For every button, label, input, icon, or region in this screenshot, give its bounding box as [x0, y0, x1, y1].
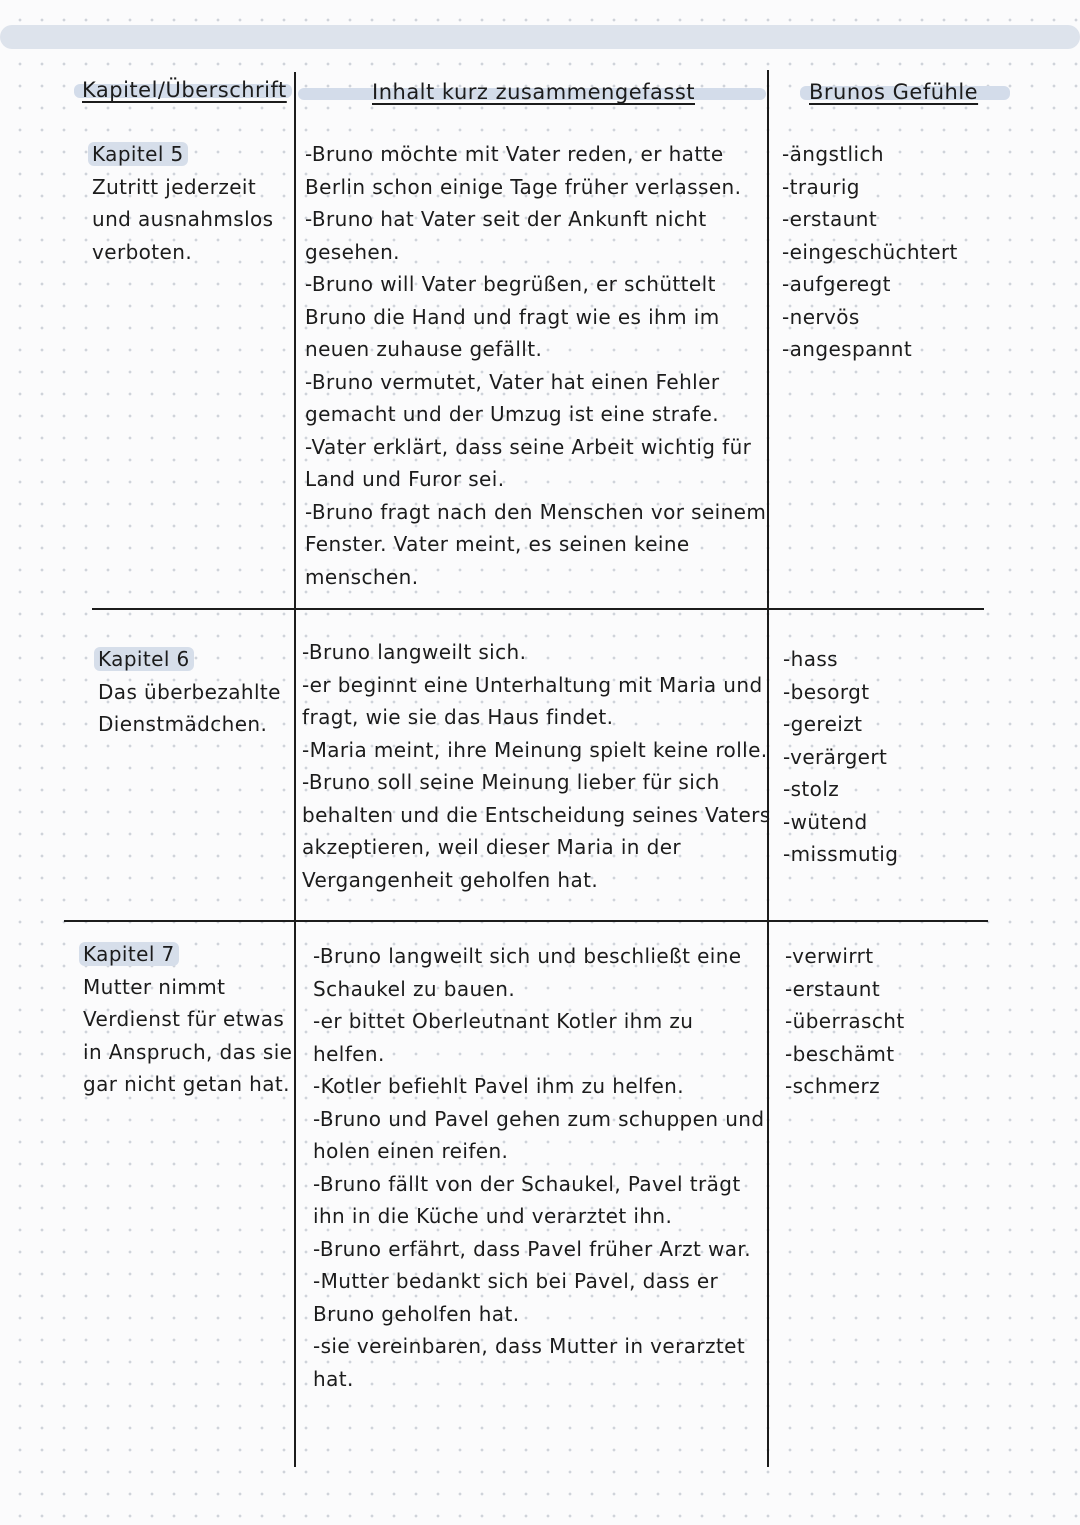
summary-line: gesehen. [305, 239, 400, 264]
feeling-item: -beschämt [785, 1041, 895, 1066]
row-3-summary [313, 940, 764, 1395]
feeling-item: -missmutig [783, 842, 899, 866]
chapter-subtitle-line: gar nicht getan hat. [83, 1072, 290, 1096]
summary-line: Berlin schon einige Tage früher verlassen. [305, 174, 742, 199]
summary-line: neuen zuhause gefällt. [305, 337, 543, 361]
summary-line: -Maria meint, ihre Meinung spielt keine rolle. [302, 737, 768, 762]
feeling-item: -ängstlich [782, 142, 884, 166]
summary-line: gemacht und der Umzug ist eine strafe. [305, 402, 719, 426]
feeling-item: -stolz [783, 777, 840, 801]
feeling-item: -erstaunt [785, 976, 881, 1001]
summary-line: -Bruno soll seine Meinung lieber für sich [302, 770, 720, 794]
summary-line: -Mutter bedankt sich bei Pavel, dass er [313, 1269, 719, 1293]
chapter-title: Kapitel 5 [92, 138, 273, 171]
row-1-chapter [92, 138, 273, 268]
header-col-feelings: Brunos Gefühle [809, 80, 979, 104]
feeling-item: -gereizt [783, 712, 863, 736]
feeling-item: -besorgt [783, 679, 870, 704]
row-3-feelings [785, 940, 905, 1103]
summary-line: behalten und die Entscheidung seines Vaters [302, 802, 771, 827]
summary-line: -Bruno und Pavel gehen zum schuppen und [313, 1106, 765, 1131]
chapter-subtitle-line: verboten. [92, 239, 193, 264]
feeling-item: -überrascht [785, 1009, 905, 1033]
summary-line: -Bruno langweilt sich und beschließt eine [313, 944, 742, 968]
summary-line: -Bruno hat Vater seit der Ankunft nicht [305, 207, 707, 231]
summary-line: -Bruno fällt von der Schaukel, Pavel trägt [313, 1171, 741, 1196]
chapter-subtitle-line: Mutter nimmt [83, 974, 226, 999]
feeling-item: -wütend [783, 809, 868, 834]
chapter-subtitle-line: in Anspruch, das sie [83, 1039, 293, 1064]
chapter-subtitle-line: Dienstmädchen. [98, 712, 268, 736]
summary-line: Fenster. Vater meint, es seinen keine [305, 532, 690, 556]
summary-line: Bruno geholfen hat. [313, 1301, 520, 1326]
feeling-item: -aufgeregt [782, 272, 891, 296]
chapter-subtitle-line: und ausnahmslos [92, 207, 274, 231]
summary-line: -Bruno vermutet, Vater hat einen Fehler [305, 369, 720, 394]
chapter-subtitle-line: Das überbezahlte [98, 679, 281, 704]
summary-line: menschen. [305, 564, 419, 589]
feeling-item: -hass [783, 647, 838, 671]
chapter-subtitle-line: Verdienst für etwas [83, 1007, 285, 1031]
summary-line: holen einen reifen. [313, 1139, 509, 1163]
summary-line: Land und Furor sei. [305, 467, 505, 491]
feeling-item: -verwirrt [785, 944, 874, 968]
summary-line: -Kotler befiehlt Pavel ihm zu helfen. [313, 1074, 684, 1098]
summary-line: akzeptieren, weil dieser Maria in der [302, 835, 682, 859]
row-3-chapter [83, 938, 292, 1101]
summary-line: -Bruno fragt nach den Menschen vor seinem [305, 499, 767, 524]
chapter-title: Kapitel 7 [83, 938, 292, 971]
header-col-chapter: Kapitel/Überschrift [82, 78, 287, 102]
summary-line: -er beginnt eine Unterhaltung mit Maria und [302, 672, 763, 697]
summary-line: -Vater erklärt, dass seine Arbeit wichtig für [305, 434, 752, 459]
row-1-feelings [782, 138, 958, 366]
row-divider-1 [92, 608, 984, 610]
summary-line: hat. [313, 1366, 354, 1391]
chapter-subtitle-line: Zutritt jederzeit [92, 174, 257, 199]
summary-line: -Bruno möchte mit Vater reden, er hatte [305, 142, 724, 166]
feeling-item: -erstaunt [782, 207, 878, 231]
column-divider-1 [294, 72, 296, 1467]
feeling-item: -schmerz [785, 1074, 881, 1098]
summary-line: -Bruno will Vater begrüßen, er schüttelt [305, 272, 716, 296]
row-2-summary [302, 636, 771, 896]
summary-line: ihn in die Küche und verarztet ihn. [313, 1204, 673, 1228]
summary-line: Schaukel zu bauen. [313, 976, 516, 1001]
feeling-item: -nervös [782, 304, 860, 329]
feeling-item: -angespannt [782, 337, 913, 361]
chapter-title: Kapitel 6 [98, 643, 281, 676]
row-2-feelings [783, 643, 898, 871]
summary-line: fragt, wie sie das Haus findet. [302, 705, 614, 729]
summary-line: -er bittet Oberleutnant Kotler ihm zu [313, 1009, 694, 1033]
summary-line: -Bruno erfährt, dass Pavel früher Arzt war. [313, 1236, 751, 1261]
feeling-item: -eingeschüchtert [782, 239, 958, 264]
header-col-summary: Inhalt kurz zusammengefasst [372, 80, 695, 104]
row-divider-2 [64, 920, 988, 922]
row-2-chapter [98, 643, 281, 741]
summary-line: Vergangenheit geholfen hat. [302, 867, 599, 892]
row-1-summary [305, 138, 766, 593]
summary-line: Bruno die Hand und fragt wie es ihm im [305, 304, 720, 329]
feeling-item: -verärgert [783, 744, 888, 769]
top-bar [0, 25, 1080, 49]
summary-line: -Bruno langweilt sich. [302, 640, 527, 664]
feeling-item: -traurig [782, 174, 860, 199]
summary-line: -sie vereinbaren, dass Mutter in verarztet [313, 1334, 746, 1358]
summary-line: helfen. [313, 1041, 385, 1066]
